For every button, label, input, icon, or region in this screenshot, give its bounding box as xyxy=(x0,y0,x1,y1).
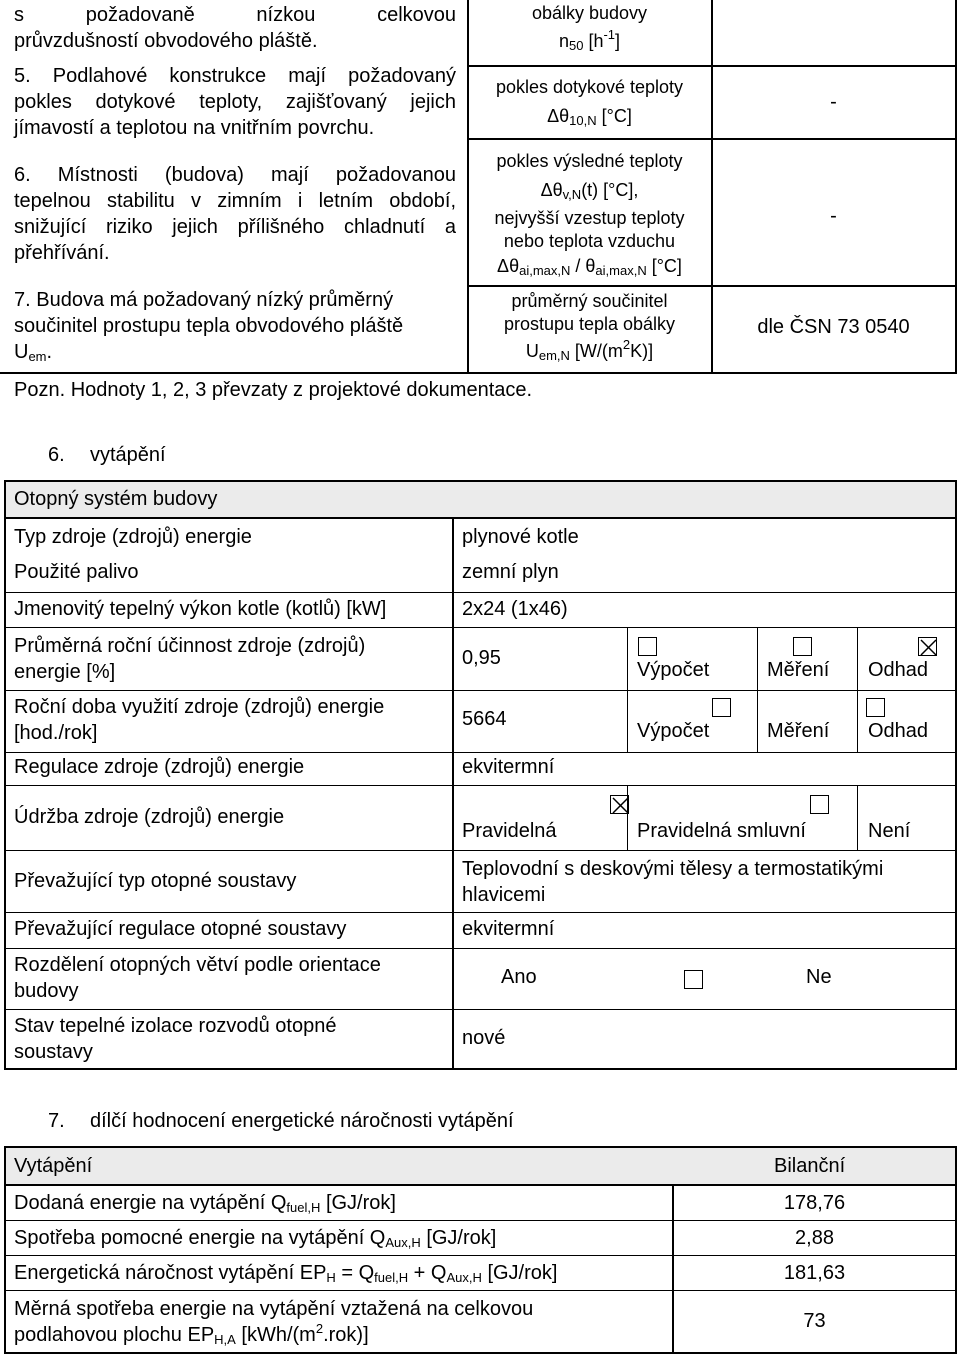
cross-icon xyxy=(919,638,938,657)
left-para-line-2: průvzdušností obvodového pláště. xyxy=(14,30,318,52)
ep-label: Energetická náročnost vytápění $EP_H = Q_{fuel,H} + Q_{Aux,H}$ [GJ/rok] xyxy=(14,1262,558,1285)
rozdeleni-ano-label: Ano xyxy=(501,966,537,988)
mid-r4-line2: prostupu tepla obálky xyxy=(503,314,676,334)
right-r4-value: dle ČSN 73 0540 xyxy=(757,316,910,338)
palivo-value: zemní plyn xyxy=(462,561,559,583)
palivo-label: Použité palivo xyxy=(14,561,139,583)
typ-label: Převažující typ otopné soustavy xyxy=(14,870,297,892)
pomocna-energie-label: Spotřeba pomocné energie na vytápění $Q_{Aux,H}$ [GJ/rok] xyxy=(14,1227,497,1250)
left-para-line-1: s požadovaně nízkou celkovou xyxy=(14,4,456,26)
doba-mereni-checkbox[interactable] xyxy=(866,698,885,717)
mid-r3-line1: pokles výsledné teploty xyxy=(496,151,683,171)
doba-label-1: Roční doba využití zdroje (zdrojů) energie xyxy=(14,696,385,718)
mid-r1-line1: obálky budovy xyxy=(531,3,648,23)
note: Pozn. Hodnoty 1, 2, 3 převzaty z projektové dokumentace. xyxy=(14,379,533,401)
section7-title: dílčí hodnocení energetické náročnosti vytápění xyxy=(90,1110,514,1132)
regulace-value: ekvitermní xyxy=(462,756,555,778)
merna-label-2: podlahovou plochu $EP_{H,A}$ $[kWh/(m^2.rok)]$ xyxy=(14,1321,369,1347)
section6-title: vytápění xyxy=(90,444,166,466)
ucinnost-odhad-label: Odhad xyxy=(868,659,929,681)
vytapeni-header: Vytápění xyxy=(14,1155,93,1177)
ucinnost-vypocet-checkbox[interactable] xyxy=(638,637,657,656)
left-para-line-9: přehřívání. xyxy=(14,242,110,264)
ucinnost-label-2: energie [%] xyxy=(14,661,116,683)
zdroj-label: Typ zdroje (zdrojů) energie xyxy=(14,526,252,548)
right-r3-value: - xyxy=(830,205,837,227)
dodana-energie-label: Dodaná energie na vytápění $Q_{fuel,H}$ [GJ/rok] xyxy=(14,1192,396,1215)
reg-sous-label: Převažující regulace otopné soustavy xyxy=(14,918,347,940)
rozdeleni-label-1: Rozdělení otopných větví podle orientace xyxy=(14,954,381,976)
izolace-label-2: soustavy xyxy=(14,1041,93,1063)
dodana-energie-value: 178,76 xyxy=(783,1192,846,1214)
doba-value: 5664 xyxy=(462,708,507,730)
udrzba-neni-label: Není xyxy=(868,820,911,842)
vykon-label: Jmenovitý tepelný výkon kotle (kotlů) [kW] xyxy=(14,598,387,620)
izolace-label-1: Stav tepelné izolace rozvodů otopné xyxy=(14,1015,337,1037)
left-para-line-11: součinitel prostupu tepla obvodového pláště xyxy=(14,315,404,337)
typ-value-2: hlavicemi xyxy=(462,884,546,906)
ep-value: 181,63 xyxy=(783,1262,846,1284)
section6-number: 6. xyxy=(48,444,65,466)
left-para-line-3: 5. Podlahové konstrukce mají požadovaný xyxy=(14,65,456,87)
regulace-label: Regulace zdroje (zdrojů) energie xyxy=(14,756,305,778)
doba-odhad-label: Odhad xyxy=(868,720,929,742)
udrzba-pravidelna-checkbox[interactable] xyxy=(610,795,629,814)
ucinnost-value: 0,95 xyxy=(462,647,501,669)
merna-value: 73 xyxy=(803,1310,826,1332)
ucinnost-odhad-checkbox[interactable] xyxy=(918,637,937,656)
udrzba-pravidelna-label: Pravidelná xyxy=(462,820,557,842)
typ-value-1: Teplovodní s deskovými tělesy a termostatikými xyxy=(462,858,884,880)
table-title: Otopný systém budovy xyxy=(14,488,218,510)
left-para-line-8: snižující riziko jejich přílišného chladnutí a xyxy=(14,216,456,238)
right-r2-value: - xyxy=(830,91,837,113)
doba-vypocet-checkbox[interactable] xyxy=(712,698,731,717)
left-para-line-7: tepelnou stabilitu v zimním i letním období, xyxy=(14,190,456,212)
left-para-line-10: 7. Budova má požadovaný nízký průměrný xyxy=(14,289,394,311)
pomocna-energie-value: 2,88 xyxy=(795,1227,834,1249)
ucinnost-label-1: Průměrná roční účinnost zdroje (zdrojů) xyxy=(14,635,366,657)
izolace-value: nové xyxy=(462,1027,506,1049)
vykon-value: 2x24 (1x46) xyxy=(462,598,568,620)
left-para-line-6: 6. Místnosti (budova) mají požadovanou xyxy=(14,164,456,186)
doba-vypocet-label: Výpočet xyxy=(637,720,710,742)
mid-r4-line1: průměrný součinitel xyxy=(511,291,668,311)
reg-sous-value: ekvitermní xyxy=(462,918,555,940)
left-para-line-5: jímavostí a teplotou na vnitřním povrchu. xyxy=(14,117,375,139)
mid-r4-line3: $U_{em,N}$ $[W/(m^2K)]$ xyxy=(525,337,654,363)
left-para-line-12: $U_{em}$. xyxy=(14,341,53,364)
rozdeleni-ano-checkbox[interactable] xyxy=(684,970,703,989)
section7-number: 7. xyxy=(48,1110,65,1132)
ucinnost-mereni-label: Měření xyxy=(767,659,830,681)
mid-r1-line2: $n_{50}$ $[h^{-1}]$ xyxy=(558,27,621,53)
mid-r3-line3: nejvyšší vzestup teploty xyxy=(494,208,685,228)
merna-label-1: Měrná spotřeba energie na vytápění vztažená na celkovou xyxy=(14,1298,534,1320)
mid-r3-line4: nebo teplota vzduchu xyxy=(503,231,676,251)
doba-label-2: [hod./rok] xyxy=(14,722,98,744)
mid-r2-line1: pokles dotykové teploty xyxy=(495,77,684,97)
mid-r3-line2: $\Delta\theta_{v,N}(t)$ [°C], xyxy=(540,180,639,202)
zdroj-value: plynové kotle xyxy=(462,526,579,548)
bilancni-header: Bilanční xyxy=(774,1155,846,1177)
udrzba-label: Údržba zdroje (zdrojů) energie xyxy=(14,806,285,828)
rozdeleni-label-2: budovy xyxy=(14,980,79,1002)
mid-r2-line2: $\Delta\theta_{10,N}$ [°C] xyxy=(547,106,632,128)
udrzba-smluvni-label: Pravidelná smluvní xyxy=(637,820,806,842)
rozdeleni-ne-label: Ne xyxy=(806,966,832,988)
left-para-line-4: pokles dotykové teploty, zajišťovaný jejich xyxy=(14,91,456,113)
cross-icon xyxy=(611,796,630,815)
doba-mereni-label: Měření xyxy=(767,720,830,742)
ucinnost-vypocet-label: Výpočet xyxy=(637,659,710,681)
udrzba-smluvni-checkbox[interactable] xyxy=(810,795,829,814)
mid-r3-line5: $\Delta\theta_{ai,max,N} / \theta_{ai,max,N}$ [°C] xyxy=(497,256,682,278)
ucinnost-mereni-checkbox[interactable] xyxy=(793,637,812,656)
